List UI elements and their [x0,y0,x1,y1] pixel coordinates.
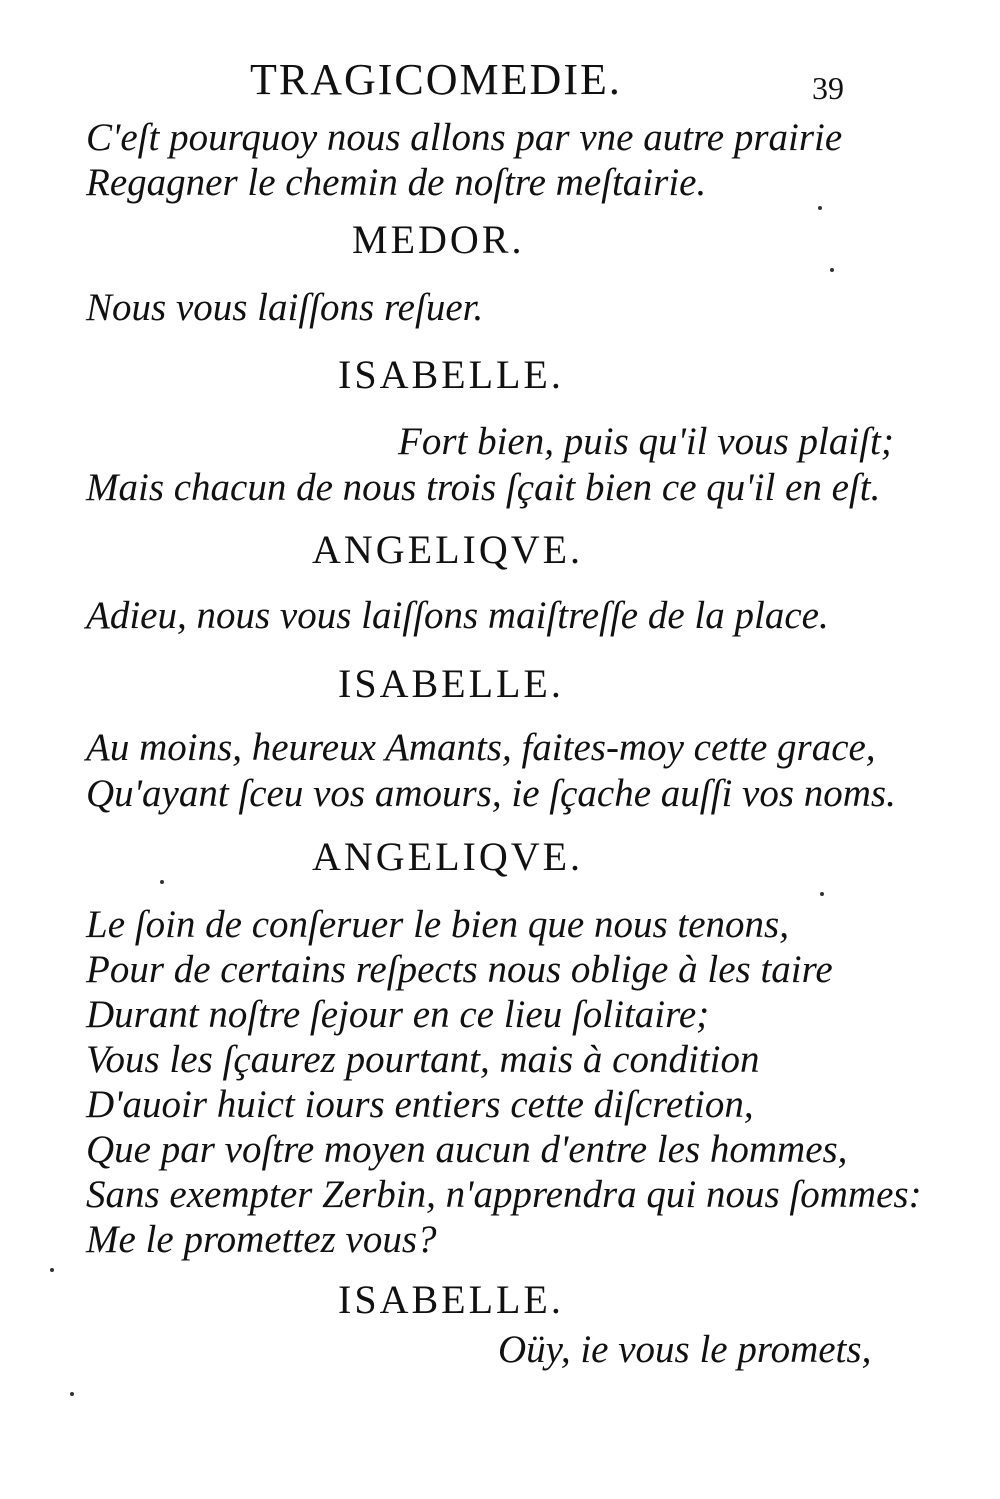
verse-line: Mais chacun de nous trois ſçait bien ce qu'il en eſt. [86,466,881,509]
speaker-name: ISABELLE. [338,352,564,397]
verse-line: Oüy, ie vous le promets, [498,1328,872,1371]
running-head: TRAGICOMEDIE. [250,55,622,104]
speaker-name: ANGELIQVE. [312,527,584,572]
verse-line: D'auoir huict iours entiers cette diſcretion, [86,1083,754,1126]
ink-speck [830,268,834,272]
ink-speck [818,206,822,210]
speaker-name: ISABELLE. [338,1277,564,1322]
verse-line: Que par voſtre moyen aucun d'entre les hommes, [86,1128,848,1171]
ink-speck [70,1392,74,1396]
ink-speck [50,1268,54,1272]
speaker-name: ISABELLE. [338,661,564,706]
speaker-name: MEDOR. [352,217,525,262]
verse-line: Vous les ſçaurez pourtant, mais à condition [86,1038,760,1081]
verse-line: Qu'ayant ſceu vos amours, ie ſçache auſſi vos noms. [86,772,896,815]
verse-line: Durant noſtre ſejour en ce lieu ſolitaire; [86,993,710,1036]
verse-line: Pour de certains reſpects nous oblige à les taire [86,948,833,991]
ink-speck [820,892,824,896]
verse-line: Sans exempter Zerbin, n'apprendra qui nous ſommes: [86,1173,922,1216]
verse-line: Regagner le chemin de noſtre meſtairie. [86,161,707,204]
verse-line: Le ſoin de conſeruer le bien que nous tenons, [86,903,789,946]
speaker-name: ANGELIQVE. [312,834,584,879]
verse-line: Nous vous laiſſons reſuer. [86,286,484,329]
verse-line: Adieu, nous vous laiſſons maiſtreſſe de la place. [86,594,829,637]
verse-line: Fort bien, puis qu'il vous plaiſt; [398,420,894,463]
ink-speck [160,880,164,884]
page-number: 39 [812,70,844,106]
verse-line: Au moins, heureux Amants, faites-moy cette grace, [86,726,876,769]
verse-line: C'eſt pourquoy nous allons par vne autre prairie [86,116,843,159]
verse-line: Me le promettez vous? [86,1218,437,1261]
